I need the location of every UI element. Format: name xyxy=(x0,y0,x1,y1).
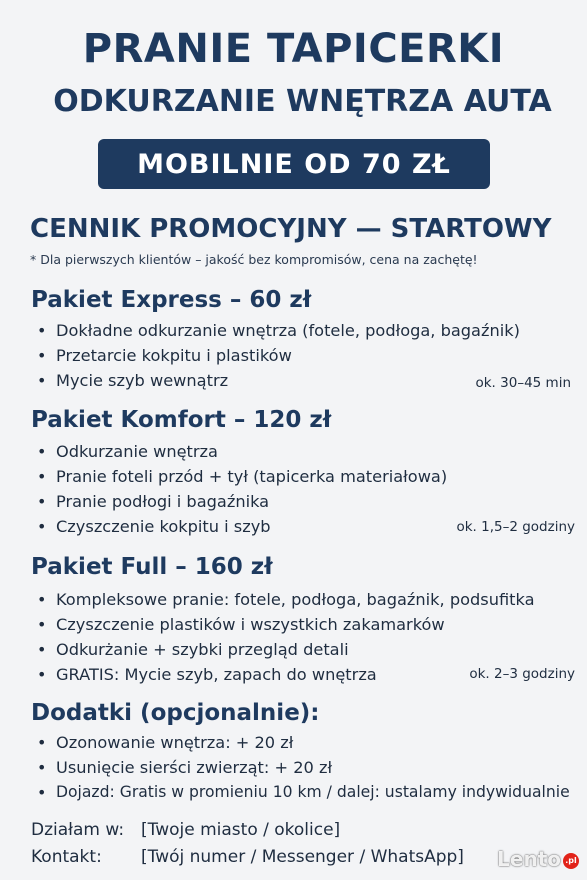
footer-contact-label: Kontakt: xyxy=(31,847,102,867)
package-express-title: Pakiet Express – 60 zł xyxy=(31,287,312,313)
package-express-list xyxy=(36,318,520,393)
list-item: • Ozonowanie wnętrza: + 20 zł xyxy=(36,730,570,755)
subtitle: ODKURZANIE WNĘTRZA AUTA xyxy=(53,84,552,119)
list-item: • Kompleksowe pranie: fotele, podłoga, bagaźnik, podsufitka xyxy=(36,587,535,612)
footer-contact-value: [Twój numer / Messenger / WhatsApp] xyxy=(141,847,464,867)
lento-logo-text: Lento xyxy=(497,847,561,871)
main-title: PRANIE TAPICERKI xyxy=(82,26,505,72)
package-komfort-title: Pakiet Komfort – 120 zł xyxy=(31,407,332,433)
list-item: • Mycie szyb wewnątrz xyxy=(36,368,520,393)
package-full-list xyxy=(36,587,535,687)
extras-list xyxy=(36,730,570,805)
package-komfort-time: ok. 1,5–2 godziny xyxy=(456,519,575,535)
footer-area-label: Działam w: xyxy=(31,820,125,840)
footer-area-value: [Twoje miasto / okolice] xyxy=(141,820,341,840)
package-express-time: ok. 30–45 min xyxy=(475,375,571,391)
package-full-time: ok. 2–3 godziny xyxy=(469,666,575,682)
list-item: • Dojazd: Gratis w promieniu 10 km / dalej: ustalamy indywidualnie xyxy=(36,780,570,805)
list-item: • Odkurzanie wnętrza xyxy=(36,439,447,464)
pricelist-note: * Dla pierwszych klientów – jakość bez kompromisów, cena na zachętę! xyxy=(30,252,478,267)
list-item: • Czyszczenie plastików i wszystkich zakamarków xyxy=(36,612,535,637)
footer-contact xyxy=(31,847,464,867)
list-item: • Pranie foteli przód + tył (tapicerka materiałowa) xyxy=(36,464,447,489)
list-item: • Czyszczenie kokpitu i szyb xyxy=(36,514,447,539)
package-komfort-list xyxy=(36,439,447,539)
extras-title: Dodatki (opcjonalnie): xyxy=(31,700,320,726)
list-item: • Dokładne odkurzanie wnętrza (fotele, podłoga, bagaźnik) xyxy=(36,318,520,343)
lento-watermark xyxy=(497,847,579,871)
price-banner: MOBILNIE OD 70 ZŁ xyxy=(98,139,490,189)
list-item: • Usunięcie sierści zwierząt: + 20 zł xyxy=(36,755,570,780)
lento-logo-dot: .pl xyxy=(563,853,579,869)
footer-area xyxy=(31,820,340,840)
list-item: • Odkurżanie + szybki przegląd detali xyxy=(36,637,535,662)
package-full-title: Pakiet Full – 160 zł xyxy=(31,554,273,580)
list-item: • Pranie podłogi i bagaźnika xyxy=(36,489,447,514)
pricelist-heading: CENNIK PROMOCYJNY — STARTOWY xyxy=(30,214,552,244)
list-item: • Przetarcie kokpitu i plastików xyxy=(36,343,520,368)
list-item: • GRATIS: Mycie szyb, zapach do wnętrza xyxy=(36,662,535,687)
